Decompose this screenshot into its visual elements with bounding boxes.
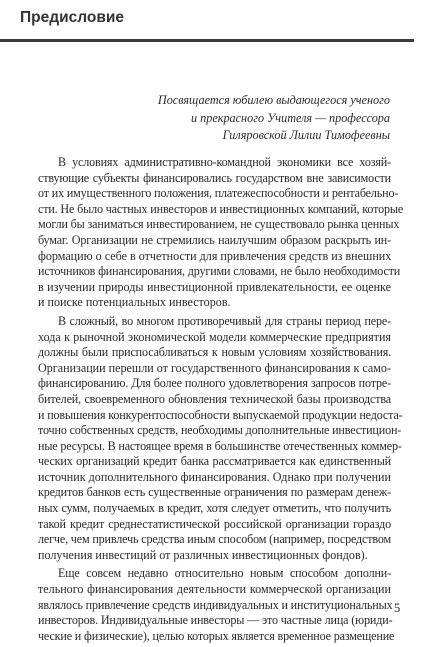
epigraph bbox=[120, 92, 390, 145]
paragraph-2 bbox=[38, 313, 403, 564]
text-line: ных сумм, получаемых в кредит, хотя следует отметить, что получить bbox=[38, 501, 391, 516]
section-title: Предисловие bbox=[20, 9, 125, 26]
text-line: кредитов банков есть существенные ограничения по размерам денеж- bbox=[38, 485, 391, 500]
body-text bbox=[38, 155, 404, 647]
text-line: легче, чем привлечь средства иным способом (например, посредством bbox=[38, 532, 392, 547]
text-line: такой кредит среднестатистической российской организации гораздо bbox=[38, 516, 391, 531]
text-line: точно собственных средств, необходимы дополнительные инвестицион- bbox=[38, 423, 402, 438]
text-line: и повышения конкурентоспособности выпускаемой продукции недоста- bbox=[38, 407, 403, 422]
header-divider bbox=[0, 39, 414, 42]
text-line: источников финансирования, другими словами, не было необходимости bbox=[38, 264, 401, 279]
text-line: ные ресурсы. В настоящее время в большинстве отечественных коммер- bbox=[38, 438, 402, 453]
text-line: в изучении природы инвестиционной привлекательности, ее оценке bbox=[38, 279, 391, 294]
paragraph-3 bbox=[38, 566, 395, 644]
text-line: Еще совсем недавно относительно новым способом дополни- bbox=[58, 566, 391, 581]
text-line: Организации перешли от государственного финансирования к само- bbox=[38, 360, 391, 375]
text-line: от их имущественного положения, платежеспособности и рентабельно- bbox=[38, 186, 399, 201]
epigraph-line: Посвящается юбилею выдающегося ученого bbox=[157, 93, 390, 107]
text-line: инвесторов. Индивидуальные инвесторы — это частные лица (юриди- bbox=[38, 613, 393, 628]
text-line: тельного финансирования деятельности коммерческой организации bbox=[38, 582, 391, 597]
page-header bbox=[0, 0, 434, 42]
text-line: ствующие субъекты финансировались государством вне зависимости bbox=[38, 170, 391, 185]
text-line: бителей, своевременного обновления технической базы производства bbox=[38, 391, 391, 406]
text-line: В условиях административно-командной экономики все хозяй- bbox=[58, 155, 391, 169]
text-line: бумаг. Организации не стремились наилучшим образом раскрыть ин- bbox=[38, 232, 391, 247]
text-line: хода к рыночной экономической модели коммерческие предприятия bbox=[38, 329, 391, 344]
text-line: получения инвестиций от различных инвестиционных фондов). bbox=[38, 547, 368, 562]
text-line: финансированию. Для более полного удовлетворения запросов потре- bbox=[38, 376, 391, 391]
epigraph-line: и прекрасного Учителя — профессора bbox=[191, 110, 390, 125]
text-line: В сложный, во многом противоречивый для страны период пере- bbox=[58, 313, 391, 328]
text-line: формацию о себе в отчетности для привлечения средств из внешних bbox=[38, 248, 392, 263]
text-line: ческие и физические), целью которых является временное размещение bbox=[38, 628, 395, 643]
text-line: могли бы заниматься инвестированием, не существовало рынка ценных bbox=[38, 217, 400, 232]
paragraph-1 bbox=[38, 155, 404, 311]
page-number: 5 bbox=[394, 601, 401, 615]
text-line: являлось привлечение средств индивидуальных и институциональных bbox=[38, 597, 393, 612]
epigraph-line: Гиляровской Лилии Тимофеевны bbox=[222, 128, 390, 142]
text-line: и поиске потенциальных инвесторов. bbox=[38, 295, 231, 310]
text-line: источник дополнительного финансирования. Однако при получении bbox=[38, 469, 391, 484]
text-line: ческих организаций кредит банка рассматривается как единственный bbox=[38, 454, 391, 469]
text-line: должны были приспосабливаться к новым условиям хозяйствования. bbox=[38, 345, 391, 360]
text-line: сти. Не было частных инвесторов и инвестиционных компаний, которые bbox=[38, 201, 404, 216]
